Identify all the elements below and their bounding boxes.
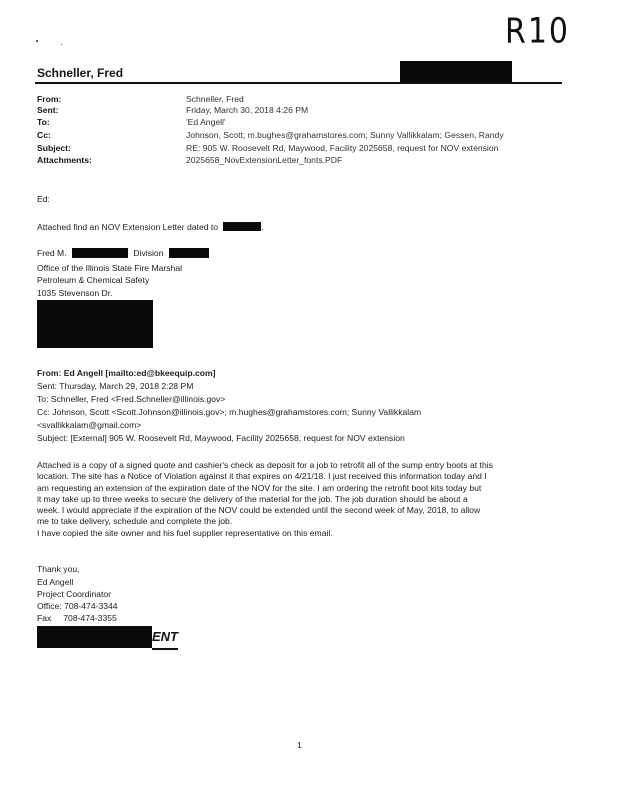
sent-label: Sent: [37,105,59,115]
signature-office: Office of the Illinois State Fire Marshal [37,263,183,273]
handwritten-page-code: R10 [505,11,571,52]
signature-name-line [37,248,209,259]
signer-title: Project Coordinator [37,589,112,599]
logo-fragment: ENT [152,626,178,650]
from-value: Schneller, Fred [186,94,244,104]
body-line: it may take up to three weeks to secure the delivery of the material for the job. The job duration should be about a [37,493,468,504]
sender-name-heading: Schneller, Fred [37,66,124,80]
to-label: To: [37,117,50,127]
closing: Thank you, [37,564,80,574]
original-cc-continued: <svallikkalam@gmail.com> [37,420,142,430]
body-line: week. I would appreciate if the expiration of the NOV could be extended until the second week of May, 2018, to allow [37,505,481,516]
signature-division: Division [133,248,164,258]
scan-speck [36,40,38,42]
signer-name: Ed Angell [37,577,74,587]
original-sent: Sent: Thursday, March 29, 2018 2:28 PM [37,381,194,391]
reply-body [37,222,264,233]
redaction-block [400,61,512,83]
cc-value: Johnson, Scott; m.bughes@grahamstores.com; Sunny Vallikkalam; Gessen, Randy [186,130,504,140]
body-line: location. The site has a Notice of Violation against it that expires on 4/21/18. I just received this information today and I [37,471,487,482]
page-number: 1 [297,740,302,750]
to-value: 'Ed Angell' [186,117,226,127]
redaction-block [223,222,264,232]
redaction-block [37,626,152,648]
original-body [37,460,567,539]
body-line: me to take delivery, schedule and complete the job. [37,516,233,527]
subject-label: Subject: [37,143,71,153]
reply-body-text: Attached find an NOV Extension Letter dated to [37,222,219,232]
body-line: Attached is a copy of a signed quote and cashier's check as deposit for a job to retrofit all of the sump entry boots at this [37,460,493,470]
company-logo [37,626,178,650]
original-to: To: Schneller, Fred <Fred.Schneller@illinois.gov> [37,394,226,404]
attachments-value: 2025658_NovExtensionLetter_fonts.PDF [186,155,343,165]
reply-body-period: . [261,222,264,232]
body-line: am requesting an extension of the expiration date of the NOV for the site. I am ordering the retrofit boot kits today but [37,482,482,493]
cc-label: Cc: [37,130,51,140]
signature-department: Petroleum & Chemical Safety [37,275,150,285]
body-line: I have copied the site owner and his fuel supplier representative on this email. [37,527,333,538]
reply-greeting: Ed: [37,194,50,204]
signer-fax: Fax 708-474-3355 [37,613,117,623]
redaction-block [37,300,153,348]
scan-speck [61,44,62,45]
original-from: From: Ed Angell [mailto:ed@bkeequip.com] [37,368,216,378]
from-label: From: [37,94,62,104]
original-cc: Cc: Johnson, Scott <Scott.Johnson@illinois.gov>; m.hughes@grahamstores.com; Sunny Vallikkalam [37,407,422,417]
attachments-label: Attachments: [37,155,92,165]
header-rule [35,82,562,84]
redaction-block [169,248,209,258]
sent-value: Friday, March 30, 2018 4:26 PM [186,105,309,115]
signature-name: Fred M. [37,248,67,258]
original-subject: Subject: [External] 905 W. Roosevelt Rd, Maywood, Facility 2025658, request for NOV extension [37,433,405,443]
redaction-block [72,248,128,258]
signer-office-phone: Office: 708-474-3344 [37,601,118,611]
subject-value: RE: 905 W. Roosevelt Rd, Maywood, Facility 2025658, request for NOV extension [186,143,499,153]
signature-address: 1035 Stevenson Dr. [37,288,113,298]
